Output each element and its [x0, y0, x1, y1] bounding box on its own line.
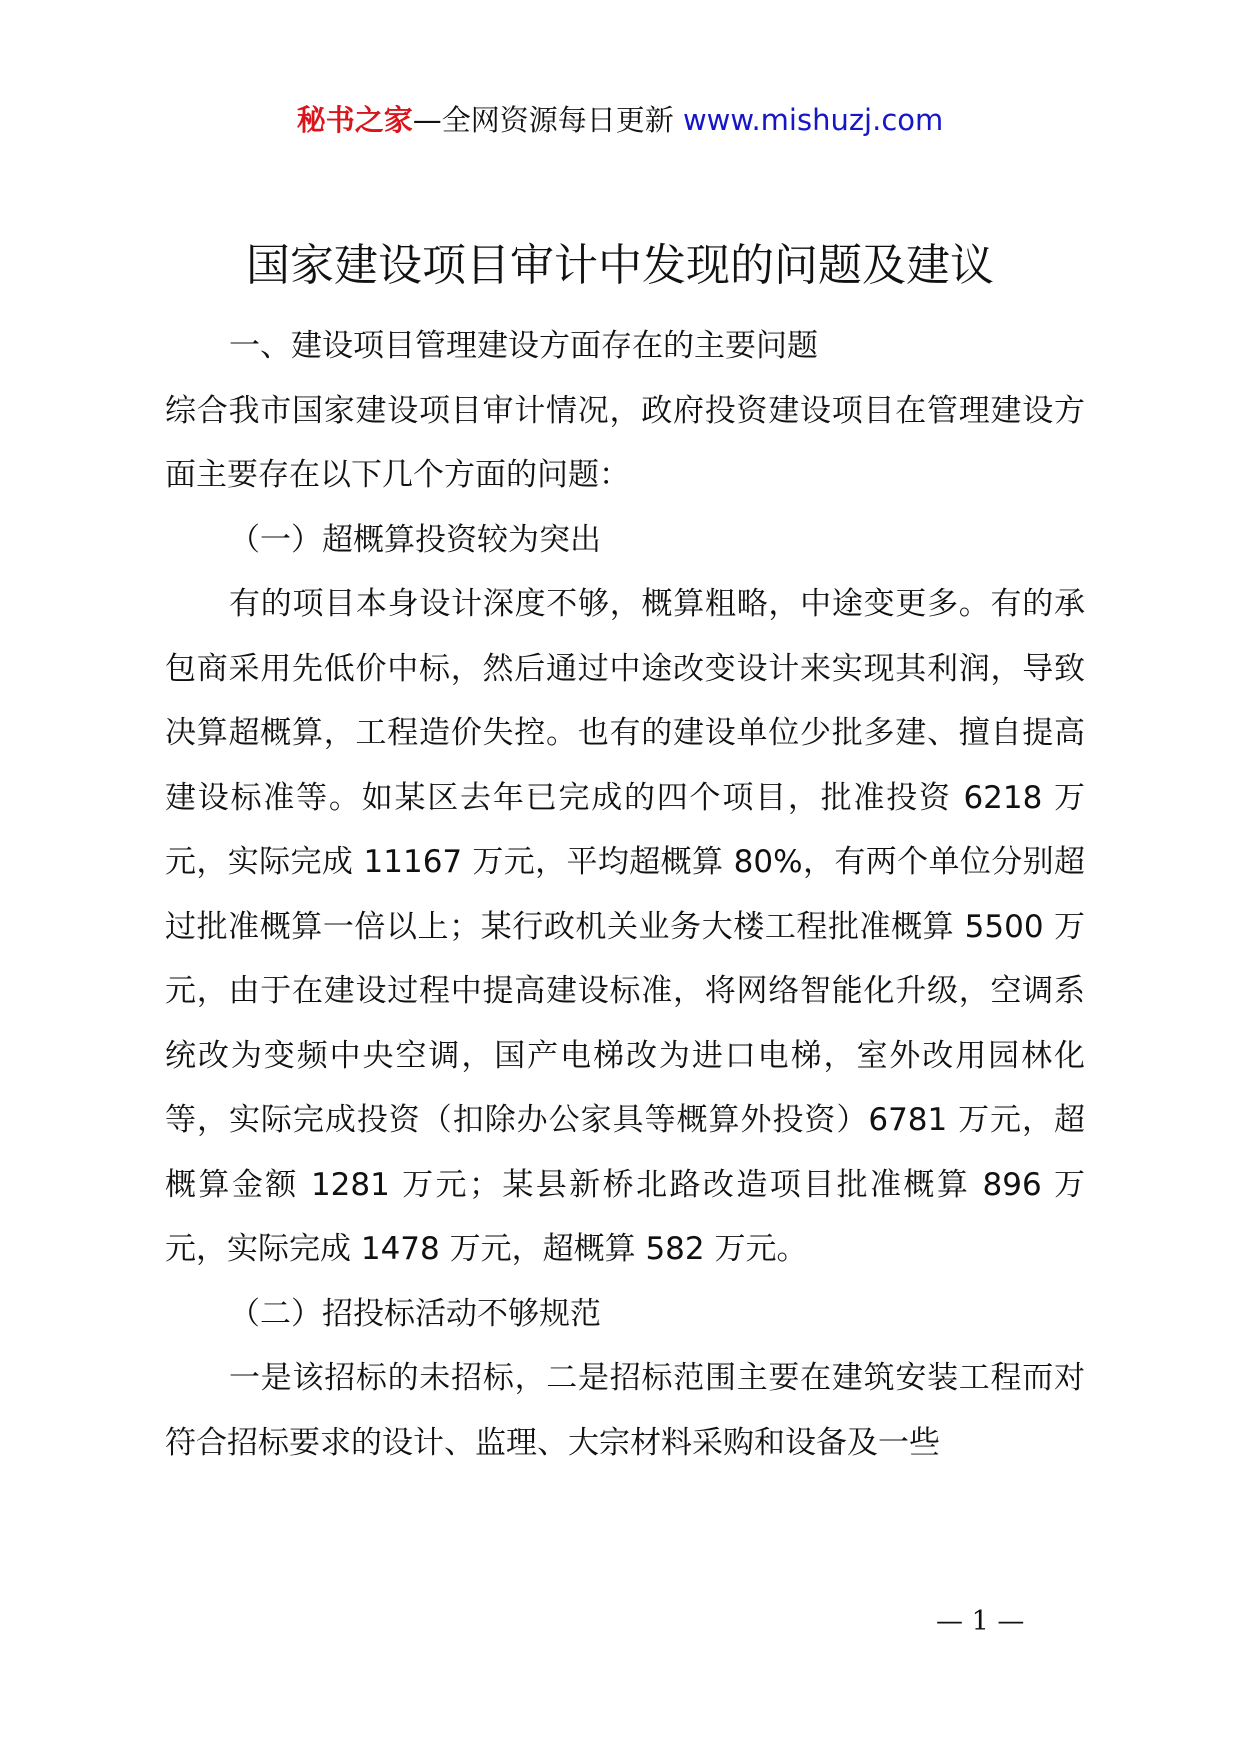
site-brand: 秘书之家 — [296, 103, 413, 137]
body-paragraph: 综合我市国家建设项目审计情况，政府投资建设项目在管理建设方面主要存在以下几个方面的问题： — [165, 392, 1085, 493]
body-paragraph: 有的项目本身设计深度不够，概算粗略，中途变更多。有的承包商采用先低价中标，然后通过中途改变设计来实现其利润，导致决算超概算，工程造价失控。也有的建设单位少批多建、擅自提高建设标准等。如某区去年已完成的四个项目，批准投资 6218 万元，实际完成 11167 万元，平均超概算 80%，有两个单位分别超过批准概算一倍以上；某行政机关业务大楼工程批准概算 5500 万元，由于在建设过程中提高建设标准，将网络智能化升级，空调系统改为变频中央空调，国产电梯改为进口电梯，室外改用园林化等，实际完成投资（扣除办公家具等概算外投资）6781 万元，超概算金额 1281 万元；某县新桥北路改造项目批准概算 896 万元，实际完成 1478 万元，超概算 582 万元。 — [165, 586, 1085, 1267]
document-title: 国家建设项目审计中发现的问题及建议 — [246, 240, 994, 291]
document-body — [165, 314, 1085, 1475]
subsection-heading: （一）超概算投资较为突出 — [229, 521, 601, 558]
page-number: — 1 — — [936, 1606, 1025, 1637]
site-url-link[interactable]: www.mishuzj.com — [682, 103, 944, 137]
section-heading: 一、建设项目管理建设方面存在的主要问题 — [229, 328, 818, 364]
site-header — [0, 100, 1240, 140]
subsection-heading: （二）招投标活动不够规范 — [229, 1295, 601, 1332]
site-tagline: —全网资源每日更新 — [412, 103, 674, 137]
body-paragraph: 一是该招标的未招标，二是招标范围主要在建筑安装工程而对符合招标要求的设计、监理、大宗材料采购和设备及一些 — [165, 1360, 1085, 1461]
